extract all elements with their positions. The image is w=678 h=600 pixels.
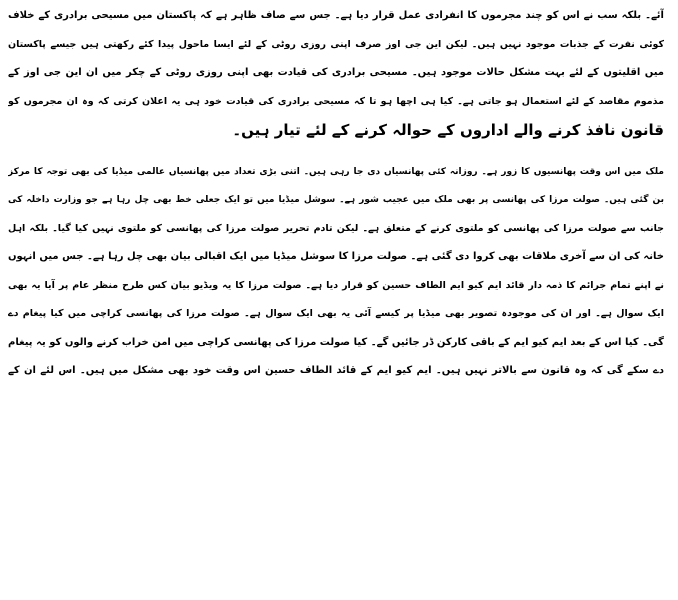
- text-line: بن گئی ہیں۔ صولت مرزا کی پھانسی پر بھی ملک میں عجیب شور ہے۔ سوشل میڈیا میں تو ایک جعلی خط بھی چل رہا ہے جو وزارت داخلہ کی: [8, 195, 664, 205]
- text-line: کوئی نفرت کے جذبات موجود نہیں ہیں۔ لیکن این جی اوز صرف اپنی روزی روٹی کے لئے ایسا ماحول پیدا کئے رکھتی ہیں جیسے پاکستان: [8, 38, 664, 50]
- text-line: آئے۔ بلکہ سب نے اس کو چند مجرموں کا انفرادی عمل قرار دیا ہے۔ جس سے صاف ظاہر ہے کہ پاکستان میں مسیحی برادری کے خلاف: [8, 10, 664, 21]
- text-line: ملک میں اس وقت پھانسیوں کا زور ہے۔ روزانہ کئی پھانسیاں دی جا رہی ہیں۔ اتنی بڑی تعداد میں پھانسیاں عالمی میڈیا کی بھی توجہ کا مرکز: [8, 166, 664, 177]
- text-line: خانہ کی ان سے آخری ملاقات بھی کروا دی گئی ہے۔ صولت مرزا کا سوشل میڈیا میں ایک اقبالی بیان بھی چل رہا ہے۔ جس میں انہوں: [8, 251, 664, 262]
- text-line: دے سکے گی کہ وہ قانون سے بالاتر نہیں ہیں۔ ایم کیو ایم کے قائد الطاف حسین اس وقت خود بھی مشکل میں ہیں۔ اس لئے ان کے: [8, 365, 664, 376]
- text-line: جانب سے صولت مرزا کی پھانسی کو ملتوی کرنے کے متعلق ہے۔ لیکن تادم تحریر صولت مرزا کی پھانسی کو ملتوی نہیں کیا گیا۔ بلکہ اہل: [8, 222, 664, 234]
- text-line: قانون نافذ کرنے والے اداروں کے حوالہ کرنے کے لئے تیار ہیں۔: [232, 121, 664, 139]
- paragraph-1: [8, 2, 664, 145]
- paragraph-2: [8, 158, 664, 386]
- text-line: مذموم مقاصد کے لئے استعمال ہو جاتی ہے۔ کیا ہی اچھا ہو تا کہ مسیحی برادری کی قیادت خود ہی یہ اعلان کرتی کہ وہ ان مجرموں کو: [8, 95, 664, 107]
- text-line: گی۔ کیا اس کے بعد ایم کیو ایم کے باقی کارکن ڈر جائیں گے۔ کیا صولت مرزا کی پھانسی کراچی میں امن خراب کرنے والوں کو یہ پیغام: [8, 336, 664, 348]
- text-line: ایک سوال ہے۔ اور ان کی موجودہ تصویر بھی میڈیا پر کیسے آئی یہ بھی ایک سوال ہے۔ صولت مرزا کی پھانسی کراچی میں کیا پیغام دے: [8, 308, 664, 319]
- text-line: میں اقلیتوں کے لئے بہت مشکل حالات موجود ہیں۔ مسیحی برادری کی قیادت بھی اپنی روزی روٹی کے چکر میں ان این جی اوز کے: [8, 67, 664, 78]
- paragraph-spacer: [8, 145, 664, 158]
- text-line: نے اپنے تمام جرائم کا ذمہ دار قائد ایم کیو ایم الطاف حسین کو قرار دیا ہے۔ صولت مرزا کا یہ ویڈیو بیان کس طرح منظر عام پر آیا یہ بھی: [8, 279, 664, 291]
